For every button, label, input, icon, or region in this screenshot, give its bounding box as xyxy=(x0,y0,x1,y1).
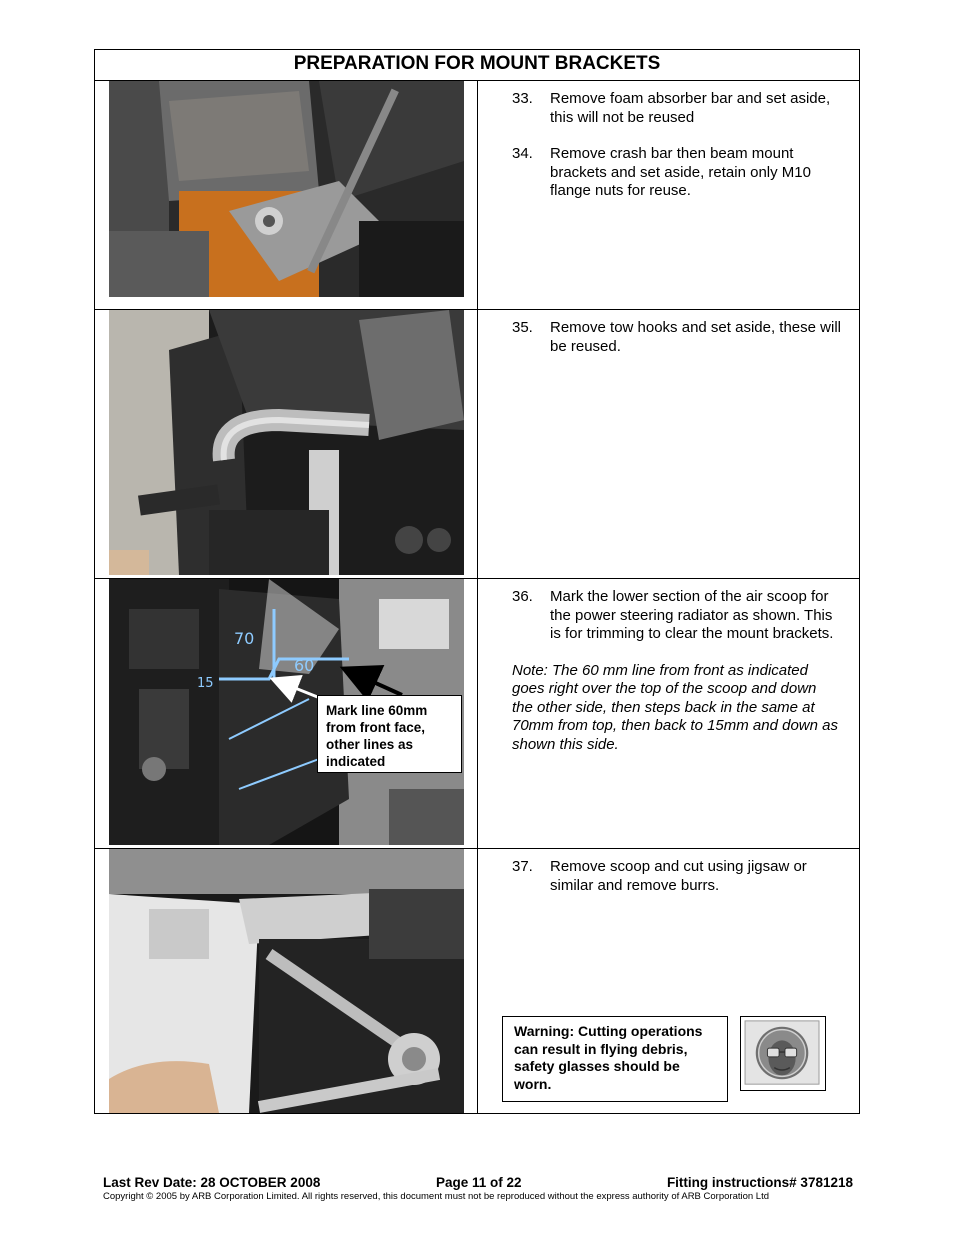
photo-bumper-bracket xyxy=(109,81,464,297)
footer-instructions-number: Fitting instructions# 3781218 xyxy=(666,1175,853,1190)
step-36-note: Note: The 60 mm line from front as indicated goes right over the top of the scoop and down the other side, then steps back in the same at 70mm from top, then back to 15mm and down as shown this side. xyxy=(512,661,838,753)
photo-mark-15: 15 xyxy=(197,676,214,691)
footer-rev-date: Last Rev Date: 28 OCTOBER 2008 xyxy=(103,1175,321,1190)
step-37: 37. Remove scoop and cut using jigsaw or similar and remove burrs. xyxy=(512,858,807,894)
step-36: 36. Mark the lower section of the air scoop for the power steering radiator as shown. This is for trimming to clear the mount brackets. xyxy=(512,588,834,642)
step-row-33-34 xyxy=(95,81,859,310)
instruction-table xyxy=(94,49,860,1114)
callout-mark-line: Mark line 60mm from front face, other lines as indicated xyxy=(317,695,462,773)
photo-mark-60: 60 xyxy=(294,656,315,675)
step-33: 33. Remove foam absorber bar and set aside, this will not be reused xyxy=(512,90,831,126)
step-34: 34. Remove crash bar then beam mount brackets and set aside, retain only M10 flange nuts for reuse. xyxy=(512,145,811,199)
step-35: 35. Remove tow hooks and set aside, these will be reused. xyxy=(512,319,841,355)
safety-glasses-icon xyxy=(740,1016,826,1091)
photo-scoop-removal xyxy=(109,849,464,1113)
photo-mark-70: 70 xyxy=(234,629,255,648)
footer-page-number: Page 11 of 22 xyxy=(436,1175,522,1190)
step-row-35 xyxy=(95,310,859,579)
warning-box: Warning: Cutting operations can result in flying debris, safety glasses should be worn. xyxy=(502,1016,728,1102)
step-row-36 xyxy=(95,579,859,849)
photo-tow-hook xyxy=(109,310,464,575)
footer-copyright: Copyright © 2005 by ARB Corporation Limited. All rights reserved, this document must not be reproduced without the express authority of ARB Corporation Ltd xyxy=(103,1191,770,1202)
section-title: PREPARATION FOR MOUNT BRACKETS xyxy=(95,50,859,81)
